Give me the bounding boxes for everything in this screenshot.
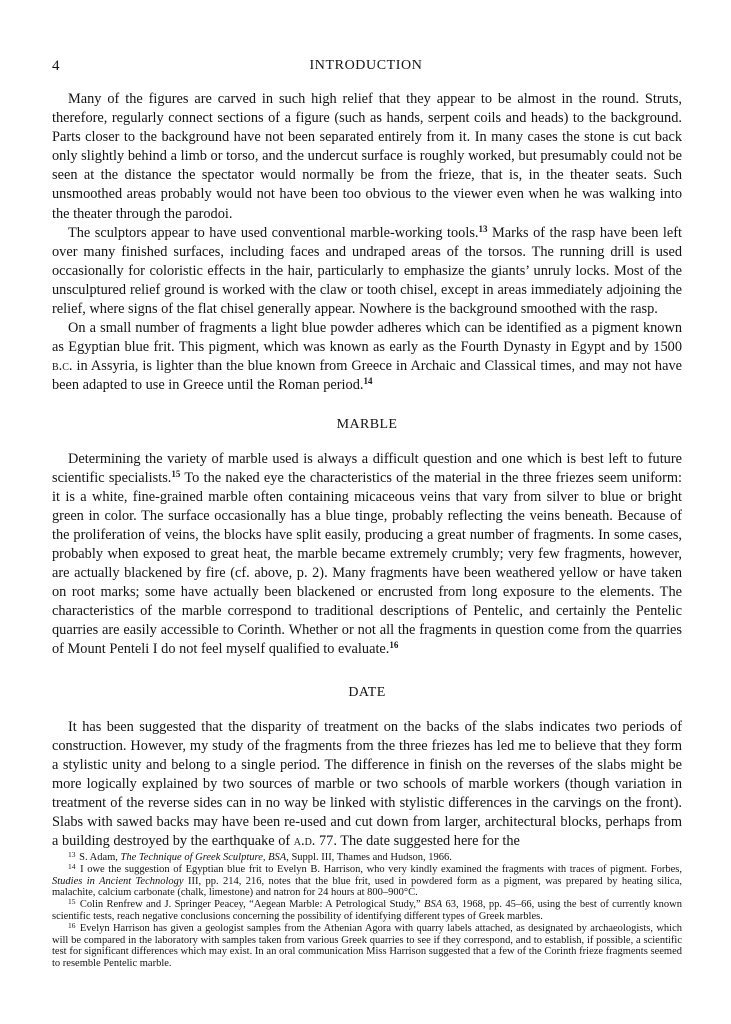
footnote-title: BSA xyxy=(424,899,443,911)
footnote-text: III, pp. 214, 216, notes that the blue frit, used in powdered form as a pigment, was prepared by heating silica, malachite, calcium carbonate (chalk, limestone) and natron for 24 hours at 800–900°C. xyxy=(52,875,683,899)
paragraph-text: in Assyria, is lighter than the blue known from Greece in Archaic and Classical times, and may not have been adapted to use in Greece until the Roman period. xyxy=(52,358,682,394)
footnotes xyxy=(52,852,682,970)
paragraph-text: On a small number of fragments a light blue powder adheres which can be identified as a pigment known as Egyptian blue frit. This pigment, which was known as early as the Fourth Dynasty in Egypt and by 1500 xyxy=(52,320,682,356)
marble-paragraph-1 xyxy=(52,450,682,660)
footnote-text: I owe the suggestion of Egyptian blue frit to Evelyn B. Harrison, who very kindly examined the fragments with traces of pigment. Forbes, xyxy=(80,863,682,875)
page-number: 4 xyxy=(52,58,60,74)
page-header xyxy=(52,58,680,78)
footnote-number: 14 xyxy=(68,861,76,871)
footnote-text: S. Adam, xyxy=(79,852,121,863)
footnote-ref-16: 16 xyxy=(389,640,399,651)
footnote-ref-15: 15 xyxy=(171,468,181,479)
footnote-text: 63, 1968, pp. 45–66, using the best of currently known scientific tests, reach negative conclusions concerning the possibility of identifying different types of Greek marbles. xyxy=(52,899,682,922)
footnote-title: The Technique of Greek Sculpture, BSA xyxy=(120,852,287,863)
footnote-14 xyxy=(52,861,683,899)
footnote-title: Studies in Ancient Technology xyxy=(52,875,184,887)
intro-paragraph-2 xyxy=(52,224,682,319)
era-abbreviation: b.c. xyxy=(52,358,73,375)
footnote-text: Evelyn Harrison has given a geologist samples from the Athenian Agora with quarry labels attached, as designated by archaeologists, which will be compared in the laboratory with samples taken from various Greek quarries to see if they correspond, and to establish, if possible, a scientific test for significant differences which may exist. In an oral communication Miss Harrison suggested that a few of the Corinth frieze fragments seemed to resemble Pentelic marble. xyxy=(52,922,683,970)
intro-paragraph-1 xyxy=(52,90,682,224)
paragraph-text: Determining the variety of marble used is always a difficult question and one which is best left to future scientific specialists. xyxy=(52,450,682,486)
footnote-text: Colin Renfrew and J. Springer Peacey, “Aegean Marble: A Petrological Study,” xyxy=(79,899,425,911)
paragraph-text: Many of the figures are carved in such high relief that they appear to be almost in the round. Struts, therefore, regularly connect sections of a figure (such as hands, serpent coils and heads) to the background. Parts closer to the background have not been separated entirely from it. In many cases the stone is cut back only slightly behind a limb or torso, and the undercut surface is roughly worked, but presumably could not be seen at the distance the spectator would normally be from the frieze, that is, in the theater seats. Such unsmoothed areas probably would not have been too obvious to the viewer even when he was walking into the theater through the parodoi. xyxy=(52,91,682,222)
footnote-text: , Suppl. III, Thames and Hudson, 1966. xyxy=(286,852,452,863)
footnote-number: 13 xyxy=(68,850,76,859)
paragraph-text: To the naked eye the characteristics of the material in the three friezes seem uniform: it is a white, fine-grained marble often containing micaceous veins that vary from silver to blue or bright green in color. The surface occasionally has a blue tinge, probably reflecting the veins beneath. Because of the proliferation of veins, the blocks have split easily, producing a great number of fragments. In some cases, probably when exposed to great heat, the marble became extremely crumbly; very few fragments, however, are actually blackened by fire (cf. above, p. 2). Many fragments have been weathered yellow or have taken on root marks; some have actually been blackened or encrusted from long exposure to the elements. The characteristics of the marble correspond to traditional descriptions of Pentelic, and certainly the Pentelic quarries are easily accessible to Corinth. Whether or not all the fragments in question come from the quarries of Mount Penteli I do not feel myself qualified to evaluate. xyxy=(52,469,683,658)
paragraph-text: It has been suggested that the disparity of treatment on the backs of the slabs indicates two periods of construction. However, my study of the fragments from the three friezes has led me to believe that they form a stylistic unity and belong to a single period. The difference in finish on the reverses of the slabs might be more logically explained by two sources of marble or two schools of marble workers (though variation in treatment of the reverse sides can in no way be linked with stylistic differences in the carvings on the front). Slabs with sawed backs may have been re-used and cut down from larger, architectural blocks, perhaps from a building destroyed by the earthquake of xyxy=(52,718,682,850)
paragraph-text: Marks of the rasp have been left over many finished surfaces, including faces and undraped areas of the torsos. The running drill is used occasionally for coloristic effects in the hair, particularly to emphasize the giants’ unruly locks. Most of the unsculptured relief ground is worked with the claw or tooth chisel, except in areas immediately adjoining the relief, where signs of the flat chisel generally appear. Nowhere is the background smoothed with the rasp. xyxy=(52,224,682,318)
paragraph-text: The sculptors appear to have used conventional marble-working tools. xyxy=(68,224,479,241)
main-text xyxy=(52,90,682,851)
paragraph-text: 77. The date suggested here for the xyxy=(315,833,520,850)
intro-paragraph-3 xyxy=(52,319,682,395)
footnote-13 xyxy=(52,852,682,864)
footnote-15 xyxy=(52,899,682,923)
footnote-ref-13: 13 xyxy=(478,223,488,234)
date-paragraph-1 xyxy=(52,718,682,852)
section-heading-marble: MARBLE xyxy=(336,416,398,432)
footnote-16 xyxy=(52,920,683,970)
section-heading-date: DATE xyxy=(348,684,386,700)
footnote-number: 15 xyxy=(68,897,76,907)
running-head: INTRODUCTION xyxy=(309,58,423,73)
era-abbreviation: a.d. xyxy=(293,833,316,850)
footnote-ref-14: 14 xyxy=(363,376,373,387)
footnote-number: 16 xyxy=(68,920,76,930)
